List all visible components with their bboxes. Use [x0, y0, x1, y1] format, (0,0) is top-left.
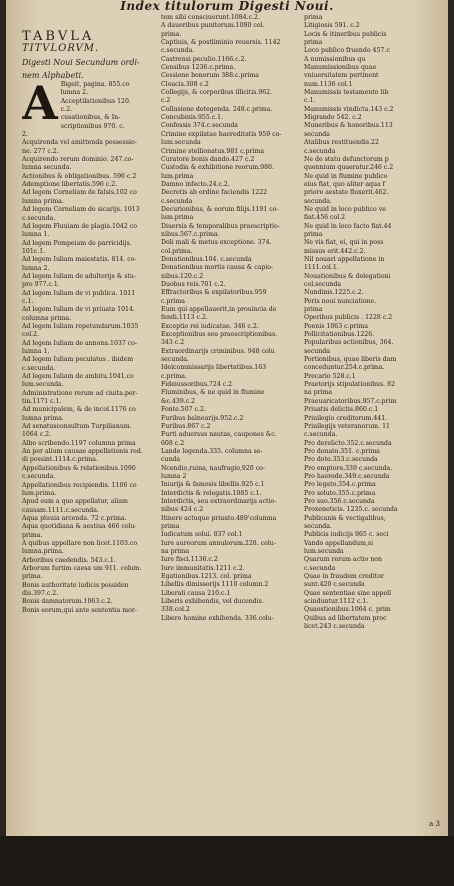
index-entry: Crimine stellionatus.981 c.prima: [161, 147, 265, 155]
index-entry: c.2.: [60, 106, 73, 114]
index-column-left: [22, 14, 158, 830]
index-entry: Furibus.867 c.2: [161, 422, 211, 430]
index-entry: Arborum furtim caesa um 911. colum.: [22, 564, 142, 572]
index-entry: A daueribus punitorum.1090 col.: [161, 22, 265, 30]
index-entry: Bonis damnatorum.1063.c.2.: [22, 598, 113, 606]
index-entry: Pro derelicto.352.c.secunda: [304, 439, 392, 447]
index-entry: Nundinis.1225.c.2.: [304, 289, 364, 297]
index-entry: Decretis ab ordine faciendis 1222: [161, 189, 268, 197]
index-entry: Itinere actuque priuato.489'columna: [161, 514, 277, 522]
index-entry: A quibus appellare non licet.1103.co: [22, 539, 138, 547]
index-entry: Decurionibus, & eorum filijs.1191 co-: [161, 205, 279, 213]
index-entry: Curatore bonis dando.427 c.2: [161, 155, 255, 163]
index-entry: lumna 1.: [22, 231, 50, 239]
index-entry: eius fiat, quo aliter aqua f: [304, 180, 385, 188]
index-entry: Ad legem Pompeiam de parricidijs.: [22, 239, 132, 247]
index-entry: Manumissis vindicta.143 c.2: [304, 105, 394, 113]
index-entry: Liberali causa 210.c.1: [161, 589, 231, 597]
index-entry: Collegijs, & corporibus illicitis.962.: [161, 89, 273, 97]
index-entry: 1064 c.2.: [22, 431, 52, 439]
index-entry: prima: [304, 306, 323, 314]
index-entry: nibus.567.c.prima.: [161, 230, 220, 238]
index-entry: Quibus ad libertatem proc: [304, 614, 387, 622]
index-entry: secunda.: [161, 356, 189, 364]
index-entry: Priuatis delictis.860.c.1: [304, 406, 379, 414]
index-entry: c.secunda: [304, 147, 336, 155]
running-head: Index titulorum Digesti Noui.: [120, 0, 334, 13]
index-entry: prima: [304, 39, 323, 47]
index-entry: Publicanis & vectigalibus,: [304, 514, 386, 522]
index-column-middle: [161, 14, 301, 830]
index-entry: fiat.456 col.2: [304, 214, 346, 222]
index-entry: Concubinis.955.c.1.: [161, 114, 224, 122]
index-entry: Bigeit, pagina. 855.co: [60, 81, 130, 88]
index-entry: c.secunda.: [161, 47, 195, 55]
index-entry: Muneribus & honoribus.113: [304, 122, 393, 130]
index-entry: Ad municipalem, & de incol.1176 co: [22, 406, 136, 414]
index-entries-a: [22, 76, 158, 615]
index-entry: cunda: [161, 456, 181, 464]
index-entry: Donationibus.104. c.secunda: [161, 255, 252, 263]
index-entry: lum.secunda: [161, 139, 201, 147]
index-entry: Appellationibus & relationibus.1090: [22, 464, 136, 472]
index-entry: A numissionibus qu: [304, 55, 366, 63]
page-number: a 3: [429, 820, 440, 828]
index-entry: Ad legem Corneliam de sicarijs. 1013: [22, 206, 140, 214]
index-entry: secunda: [304, 347, 330, 355]
index-entry: scinduntur.1112 c.1.: [304, 598, 369, 606]
alphabet-note-2: nem Alphabeti.: [22, 71, 84, 80]
index-entries-b: [161, 14, 301, 623]
index-entry: Ncendio,ruina, naufragio,920 co-: [161, 464, 265, 472]
index-entry: quennium quaeratur.246 c.2: [304, 164, 394, 172]
index-entry: Ad senatusconsultum Turpilianum.: [22, 423, 132, 431]
index-entry: causam.1111.c.secunda.: [22, 506, 99, 514]
index-entry: lum.secunda.: [22, 381, 64, 389]
index-entries-c: [304, 14, 448, 631]
index-entry: prima: [161, 522, 180, 530]
index-entry: lumna prima.: [22, 414, 64, 422]
index-entry: Interdictis & relegatis.1085 c.1.: [161, 489, 262, 497]
index-entry: 2.: [22, 131, 28, 139]
book-page: [6, 0, 448, 836]
index-entry: Loco publico fruendo 457.c: [304, 47, 390, 55]
decorated-initial-a: A: [22, 76, 58, 130]
index-entry: Iure immunitatis.1211 c.2.: [161, 564, 245, 572]
index-entry: Administratione rerum ad ciuita.per-: [22, 389, 138, 397]
index-entry: sunt.420 c.secunda: [304, 581, 365, 589]
alphabet-note-1: Digesti Noui Secundum ordi-: [22, 58, 140, 67]
index-entry: Pro haerede.349.c.secunda: [304, 472, 390, 480]
index-entry: lum.prima: [161, 214, 194, 222]
index-entry: Ne vis fiat, ei, qui in poss: [304, 239, 384, 247]
index-entry: Fluminibus, & ne quid in flumine: [161, 389, 265, 397]
index-entry: Diuersis & temporalibus praescriptio-: [161, 222, 280, 230]
index-entry: An per alium causae appellationis red.: [22, 448, 143, 456]
index-entry: c.2: [161, 97, 171, 105]
index-entry: Liberis exhibendis, vel ducendis.: [161, 598, 264, 606]
index-entry: Ad legem Iuliam de vi publica. 1011: [22, 289, 136, 297]
index-entry: c.secunda: [304, 564, 336, 572]
index-entry: Lande legenda.335. columna se-: [161, 447, 263, 455]
index-entry: Pro soluto.355.c.prima: [304, 489, 376, 497]
index-entry: col.secunda: [304, 281, 342, 288]
index-entry: Aqua quotidiana & aestiua 466 colu-: [22, 523, 137, 531]
index-entry: Damno infecto.24.c.2.: [161, 180, 230, 188]
index-entry: &c.439.c.2: [161, 397, 196, 405]
index-entry: Bonis eorum,qui ante sententia mor-: [22, 606, 137, 614]
index-entry: Vando appellandum,si: [304, 539, 374, 547]
index-entry: Pro donato.351. c.prima: [304, 447, 380, 455]
index-entry: Nouationibus & delegationi: [304, 272, 391, 280]
index-entry: lum.prima.: [22, 489, 57, 497]
index-entry: Priuilegio creditorum.441.: [304, 414, 388, 422]
index-entry: di possint.1114.c.prima.: [22, 456, 98, 464]
index-entry: Ne de statu defunctorum p: [304, 155, 389, 163]
index-entry: Ademptione libertatis.596 c.2.: [22, 181, 118, 189]
index-entry: Ad legem Fluuiam de plagia.1042 co: [22, 222, 137, 230]
index-entry: Pro suo.356.c.secunda: [304, 497, 375, 505]
index-entry: Precario 528.c.1: [304, 372, 356, 380]
index-entry: Popularibus actionibus, 364.: [304, 339, 394, 347]
index-entry: tin.1171 c.1.: [22, 398, 62, 406]
index-entry: Libero homine exhibenda. 336.colu-: [161, 614, 274, 622]
index-entry: dis.397.c.2.: [22, 589, 59, 597]
index-entry: Migrando 542. c.2: [304, 114, 362, 122]
index-entry: Crimine expilatae haereditatis 959 co-: [161, 130, 282, 138]
index-entry: lumna.prima.: [22, 548, 64, 556]
index-entry: cusationibus, & In-: [60, 114, 121, 122]
index-entry: 338.col.2: [161, 606, 190, 614]
index-entry: lumna secunda.: [22, 164, 72, 172]
index-entry: Actionibus & obligationibus. 596 c.2: [22, 172, 137, 180]
index-entry: c.secunda.: [22, 473, 56, 481]
index-entry: c.secunda: [161, 197, 193, 205]
index-entry: Pollicitationibus.1226.: [304, 331, 375, 339]
index-entry: secunda.: [304, 197, 332, 205]
index-entry: ne. 277 c.2.: [22, 147, 59, 155]
index-entry: Portionibus, quae liberis dam: [304, 356, 397, 364]
index-entry: Aqua pluuia arcenda. 72 c.prima.: [22, 514, 127, 522]
index-entry: Iure fisci.1136.c.2: [161, 556, 218, 564]
index-entry: 1111.col.1.: [304, 264, 339, 272]
index-entry: Albo scribendo.1197 columna prima: [22, 439, 136, 447]
index-entry: na prima: [161, 548, 190, 555]
index-entry: prima.: [161, 30, 182, 38]
index-entry: 343 c.2: [161, 339, 185, 347]
index-entry: Cloacis.308 c.2: [161, 80, 209, 88]
index-entry: Eum qui appellauerit,in prouincia de: [161, 306, 277, 314]
index-entry: na prima: [304, 389, 333, 397]
index-entry: Collusione detegenda. 248.c.prima.: [161, 105, 273, 113]
index-entry: Furti aduersus nautas, caupones &c.: [161, 431, 277, 439]
index-entry: 608 c.2: [161, 439, 185, 447]
index-entry: Praetorijs stipulationibus. 82: [304, 381, 396, 389]
index-entry: Duobus reis.701 c.2.: [161, 281, 226, 288]
index-entry: Ad legem Iuliam de annona.1037 co-: [22, 339, 138, 347]
index-entry: Egationibus.1213. col. prima: [161, 573, 252, 581]
index-entry: Nil nouari appellatione in: [304, 255, 385, 263]
index-entry: c.1.: [22, 297, 34, 305]
index-entry: Donationibus mortis causa & capio-: [161, 264, 274, 272]
index-entry: Exceptionibus seu praescriptionibus.: [161, 331, 278, 339]
index-entry: scriptionibus 970. c.: [60, 122, 125, 130]
index-entry: Iudicatum solui. 837 col.1: [161, 531, 243, 539]
index-entry: Ideicommissarijs libertatibus.163: [161, 364, 267, 372]
index-entry: Acquirenda vel amittenda possessio-: [22, 139, 137, 147]
index-entry: Libellis dimissorijs 1110 column.2: [161, 581, 269, 589]
index-entry: Ad legem Iuliam maiestatis. 814. co-: [22, 256, 137, 264]
index-entry: Ne quid in loco publico ve: [304, 205, 386, 213]
index-entry: Furibus balnearijs.952.c.2: [161, 414, 244, 422]
index-entry: col.2.: [22, 331, 40, 339]
index-entry: c.1.: [304, 97, 316, 105]
index-entry: Ad legem Corneliam de falsis.102 co: [22, 189, 137, 197]
index-entry: Ad legem Iuliam repetundarum.1035: [22, 322, 139, 330]
index-entry: lum.prima: [161, 172, 194, 180]
index-entry: Effractoribus & expilatoribus.959: [161, 289, 267, 297]
index-entry: prima: [304, 14, 323, 21]
table-title: TABVLA: [22, 29, 95, 44]
index-entry: Ne quid in loco facto fiat.44: [304, 222, 392, 230]
index-entry: fendi.1113 c.2.: [161, 314, 208, 322]
index-entry: prima.: [22, 573, 43, 581]
index-entry: vniuersitatem pertinent: [304, 72, 379, 80]
index-entry: Manumissionibus quae: [304, 64, 377, 72]
index-entry: Fonte.507 c.2.: [161, 406, 206, 414]
index-entry: Peris noui nunciatione.: [304, 297, 377, 305]
index-entry: Apud eum a quo appellatur, aliam: [22, 498, 128, 506]
index-entry: Confessis 374.c.secunda: [161, 122, 238, 130]
index-entry: Operibus publicis . 1228 c.2: [304, 314, 393, 322]
index-entry: Quae in fraudem creditor: [304, 573, 384, 581]
index-entry: Iure aureorum annulorum.228. colu-: [161, 539, 276, 547]
index-entry: Extraordinarijs criminibus. 948 colu: [161, 347, 275, 355]
index-entry: Ad legem Iuliam de adulterijs & stu-: [22, 272, 136, 280]
index-entry: c.prima: [161, 297, 185, 305]
index-entry: Quae sententiae sine appell: [304, 589, 392, 597]
index-entry: Manumissis testamento lib: [304, 89, 389, 97]
index-entry: Publicis iudicijs 965 c. seci: [304, 531, 389, 539]
index-entry: lumna 2: [161, 472, 187, 480]
index-entry: Bonis authoritate iudicis possiden: [22, 581, 129, 589]
index-entry: Arboribus caedendis. 543.c.1.: [22, 556, 116, 564]
index-entry: Ad legem Iuliam peculatus . ibidem: [22, 356, 134, 364]
index-entry: Doli mali & metus exceptione. 374.: [161, 239, 272, 247]
index-entry: Quarum rerum actio non: [304, 556, 382, 564]
index-entry: nibus.120.c.2: [161, 272, 204, 280]
index-entry: Custodia & exhibitione reorum.980.: [161, 164, 274, 172]
index-entry: prima: [304, 230, 323, 238]
index-entry: tem sibi consciuerunt.1084.c.2.: [161, 14, 260, 21]
index-entry: Fideiussoribus.724 c.2: [161, 381, 233, 389]
index-entry: columna prima.: [22, 314, 72, 322]
index-entry: Acceptilationibus 120.: [60, 97, 131, 105]
index-entry: priore aestate fluxerit.462.: [304, 189, 389, 197]
index-entry: lum.secunda: [304, 548, 344, 555]
index-entry: Appellationibus recipiendis. 1106 co: [22, 481, 137, 489]
index-entry: secunda: [304, 130, 330, 138]
index-entry: Priuilegijs veteranorum. 11: [304, 422, 390, 430]
index-entry: Ne quid in flumine publico: [304, 172, 388, 180]
index-column-right: [304, 14, 448, 830]
index-entry: Praeuaricatoribus.957.c.prim: [304, 397, 397, 405]
index-entry: Proxeneticis. 1235.c. secunda: [304, 506, 398, 514]
index-entry: 101c.1.: [22, 247, 46, 255]
index-entry: c.secunda.: [22, 364, 56, 372]
index-entry: lumna 2.: [60, 89, 89, 97]
index-entry: Acquirendo rerum dominio. 247.co-: [22, 156, 134, 164]
index-entry: c.secunda.: [304, 431, 338, 439]
index-entry: Interdictis, seu extraordinarijs actio-: [161, 497, 277, 505]
index-entry: nibus 424 c.2: [161, 506, 204, 514]
index-entry: c.prima.: [161, 372, 187, 380]
index-entry: pro 977.c.1.: [22, 281, 60, 289]
index-entry: Quaestionibus.1064 c. prim: [304, 606, 391, 614]
index-entry: prima.: [22, 531, 43, 539]
index-entry: Pro legato.354.c.prima: [304, 481, 376, 489]
index-entry: Ad legem Iuliam de ambitu.1041.co: [22, 373, 134, 381]
index-entry: lumna 1.: [22, 348, 50, 355]
index-entry: num.1136 col.1: [304, 80, 353, 88]
index-entry: Atalibus restituendis.22: [304, 139, 379, 147]
index-entry: Ad legem Iuliam de vi priuata 1014.: [22, 306, 135, 314]
index-entry: Poenis 1063 c.prima: [304, 322, 369, 330]
scan-background: [0, 836, 454, 886]
index-entry: Pro dote.353.c.secunda: [304, 456, 378, 464]
index-entry: lumna prima.: [22, 197, 64, 205]
index-entry: Pro emptore.339 c.secunda.: [304, 464, 393, 472]
index-entry: Iniurijs & famosis libellis.925 c.1: [161, 481, 265, 489]
index-entry: Censibus 1236.c.prima.: [161, 64, 236, 72]
index-entry: licet.243 c.secunda: [304, 623, 365, 631]
table-subtitle: TITVLORVM.: [22, 43, 100, 54]
index-entry: Castrensi peculio.1166.c.2.: [161, 55, 247, 63]
index-entry: Litigiosis 591. c.2: [304, 22, 360, 30]
index-entry: col.prima.: [161, 247, 193, 255]
index-entry: lumna 2.: [22, 264, 50, 272]
index-entry: Exceptio rei iudicatae. 346 c.2.: [161, 322, 259, 330]
index-entry: secunda.: [304, 522, 332, 530]
index-entry: Captiuis, & postliminio reuersis. 1142: [161, 39, 281, 47]
index-entry: c.secunda.: [22, 214, 56, 222]
index-entry: Locis & itineribus publicis: [304, 30, 387, 38]
index-entry: conceduntur.254.c.prima.: [304, 364, 385, 372]
index-entry: missus erit.442.c.2.: [304, 247, 366, 255]
index-entry: Cessione bonorum 388.c.prima: [161, 72, 259, 80]
